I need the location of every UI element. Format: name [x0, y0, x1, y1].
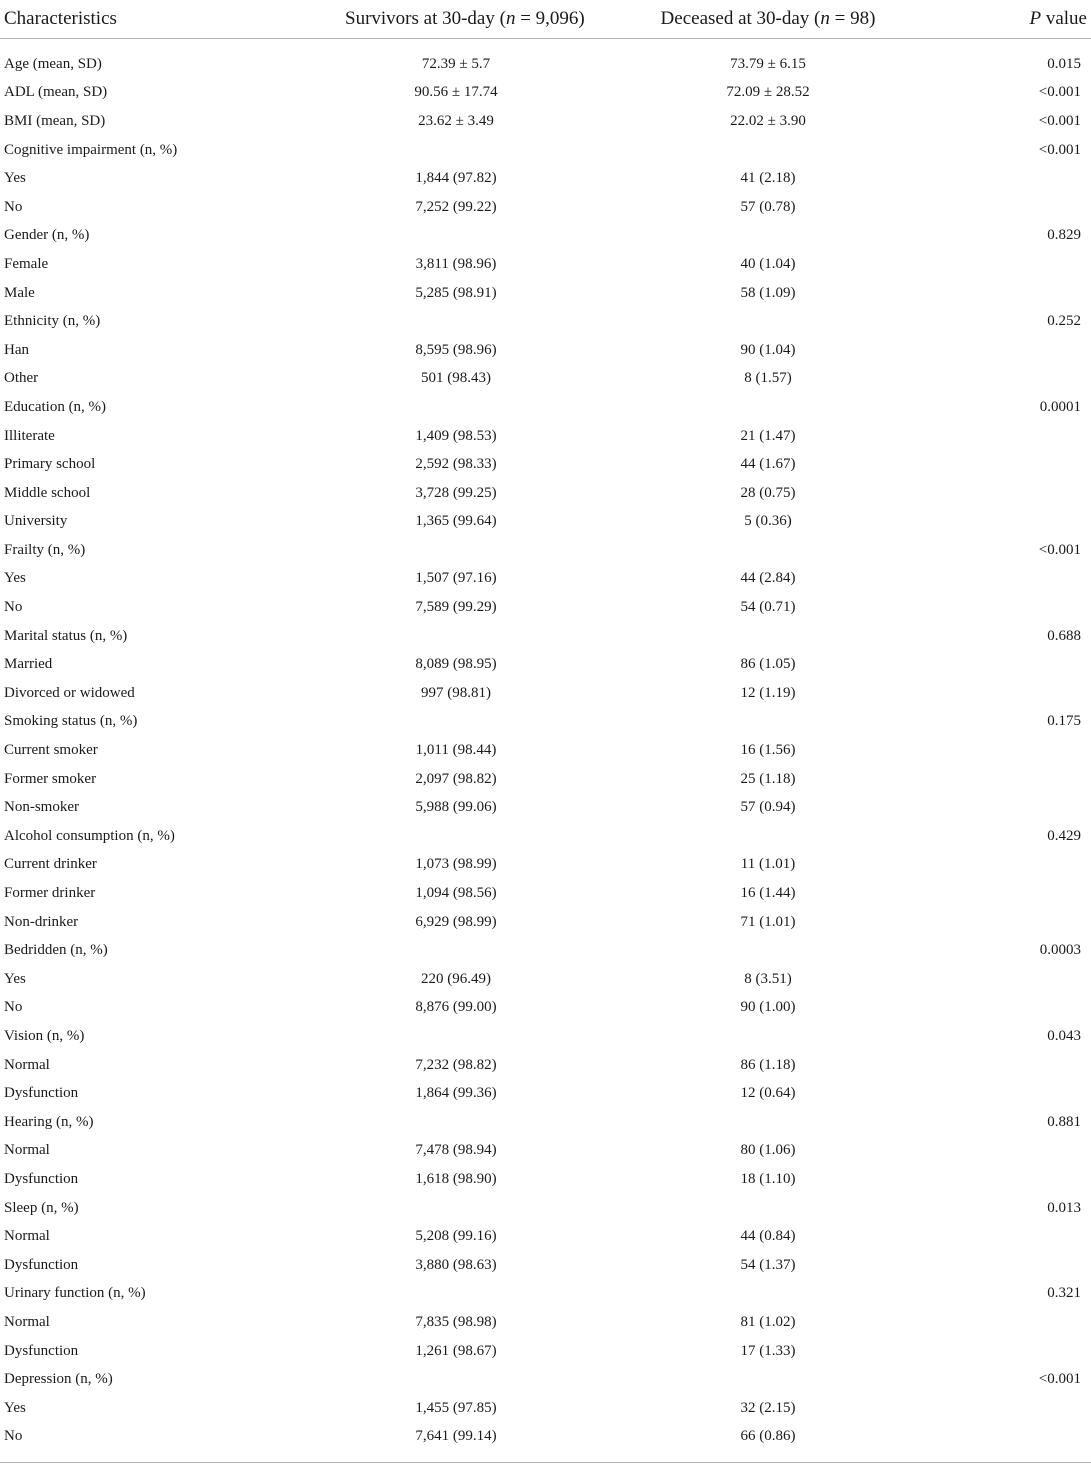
cell-characteristic: Illiterate: [4, 427, 55, 444]
cell-survivors: [295, 307, 567, 336]
cell-deceased: [567, 222, 1019, 251]
cell-p-value: [1019, 250, 1091, 279]
table-row: [0, 908, 1091, 937]
cell-p-value: [1019, 736, 1091, 765]
cell-survivors: [295, 222, 567, 251]
cell-characteristic: Married: [4, 656, 53, 673]
cell-p-value: [1019, 1222, 1091, 1251]
cell-survivors: [295, 1280, 567, 1309]
cell-characteristic: Female: [4, 255, 49, 272]
cell-deceased: 8 (1.57): [744, 370, 792, 387]
cell-deceased: 11 (1.01): [740, 856, 796, 873]
table-row: [0, 393, 1091, 422]
cell-p-value: [1019, 193, 1091, 222]
cell-p-value: [1019, 994, 1091, 1023]
cell-characteristic: Han: [4, 341, 29, 358]
table-row: [0, 50, 1091, 79]
table-row: [0, 793, 1091, 822]
cell-deceased: [567, 1022, 1019, 1051]
cell-survivors: 7,835 (98.98): [415, 1313, 497, 1330]
table-row: [0, 1022, 1091, 1051]
cell-p-value: [1019, 1251, 1091, 1280]
cell-p-value: [1019, 565, 1091, 594]
cell-p-value: <0.001: [1038, 1371, 1081, 1388]
cell-deceased: 57 (0.94): [740, 799, 796, 816]
table-row: [0, 1308, 1091, 1337]
cell-p-value: <0.001: [1038, 541, 1081, 558]
cell-survivors: [295, 1022, 567, 1051]
cell-deceased: [567, 393, 1019, 422]
cell-survivors: [295, 136, 567, 165]
cell-deceased: 41 (2.18): [740, 170, 796, 187]
cell-survivors: [295, 1194, 567, 1223]
cell-characteristic: BMI (mean, SD): [4, 112, 106, 129]
cell-deceased: 86 (1.05): [740, 656, 796, 673]
cell-deceased: 18 (1.10): [740, 1170, 796, 1187]
table-row: [0, 1365, 1091, 1394]
cell-p-value: [1019, 1337, 1091, 1366]
cell-p-value: [1019, 1165, 1091, 1194]
cell-survivors: [295, 1365, 567, 1394]
table-body: [0, 39, 1091, 1452]
cell-characteristic: Normal: [4, 1228, 50, 1245]
cell-survivors: 1,094 (98.56): [415, 885, 497, 902]
cell-deceased: 32 (2.15): [740, 1399, 796, 1416]
cell-p-value: <0.001: [1038, 141, 1081, 158]
cell-p-value: [1019, 1079, 1091, 1108]
cell-deceased: 58 (1.09): [740, 284, 796, 301]
table-row: [0, 79, 1091, 108]
cell-deceased: 86 (1.18): [740, 1056, 796, 1073]
cell-deceased: 54 (1.37): [740, 1256, 796, 1273]
cell-p-value: 0.688: [1047, 627, 1081, 644]
cell-characteristic: ADL (mean, SD): [4, 84, 108, 101]
cell-deceased: 44 (1.67): [740, 456, 796, 473]
table-row: [0, 1194, 1091, 1223]
cell-characteristic: Urinary function (n, %): [4, 1285, 146, 1302]
cell-characteristic: Vision (n, %): [4, 1027, 85, 1044]
table-row: [0, 1423, 1091, 1452]
table-row: [0, 1079, 1091, 1108]
cell-survivors: 7,589 (99.29): [415, 599, 497, 616]
cell-p-value: [1019, 879, 1091, 908]
cell-survivors: [295, 822, 567, 851]
cell-p-value: [1019, 965, 1091, 994]
cell-characteristic: Dysfunction: [4, 1170, 79, 1187]
cell-survivors: 3,811 (98.96): [415, 255, 497, 272]
cell-deceased: 44 (2.84): [740, 570, 796, 587]
table-row: [0, 365, 1091, 394]
cell-deceased: 54 (0.71): [740, 599, 796, 616]
cell-survivors: 1,409 (98.53): [415, 427, 497, 444]
cell-deceased: 81 (1.02): [740, 1313, 796, 1330]
table-row: [0, 1280, 1091, 1309]
cell-survivors: 7,478 (98.94): [415, 1142, 497, 1159]
cell-survivors: 1,864 (99.36): [415, 1085, 497, 1102]
table-row: [0, 736, 1091, 765]
cell-deceased: 80 (1.06): [740, 1142, 796, 1159]
table-row: [0, 107, 1091, 136]
table-row: [0, 136, 1091, 165]
table-row: [0, 222, 1091, 251]
header-p-value: P value: [1019, 0, 1091, 39]
cell-deceased: [567, 936, 1019, 965]
cell-survivors: [295, 1108, 567, 1137]
table-row: [0, 508, 1091, 537]
cell-p-value: [1019, 1137, 1091, 1166]
cell-characteristic: Dysfunction: [4, 1085, 79, 1102]
cell-p-value: [1019, 279, 1091, 308]
cell-characteristic: No: [4, 1428, 23, 1445]
table-row: [0, 679, 1091, 708]
table-row: [0, 822, 1091, 851]
cell-p-value: [1019, 164, 1091, 193]
table-row: [0, 450, 1091, 479]
cell-survivors: 1,618 (98.90): [415, 1170, 497, 1187]
cell-survivors: 501 (98.43): [421, 370, 491, 387]
cell-deceased: 16 (1.44): [740, 885, 796, 902]
table-row: [0, 422, 1091, 451]
cell-characteristic: Yes: [4, 170, 26, 187]
cell-deceased: 90 (1.04): [740, 341, 796, 358]
table-row: [0, 1394, 1091, 1423]
cell-survivors: 8,595 (98.96): [415, 341, 497, 358]
cell-p-value: 0.043: [1047, 1027, 1081, 1044]
table-row: [0, 164, 1091, 193]
table-row: [0, 307, 1091, 336]
cell-deceased: [567, 822, 1019, 851]
table-row: [0, 1051, 1091, 1080]
cell-p-value: 0.0003: [1039, 942, 1081, 959]
table-row: [0, 650, 1091, 679]
cell-p-value: [1019, 479, 1091, 508]
cell-deceased: 12 (1.19): [740, 684, 796, 701]
cell-survivors: [295, 536, 567, 565]
table-row: [0, 851, 1091, 880]
cell-deceased: 66 (0.86): [740, 1428, 796, 1445]
table-row: [0, 708, 1091, 737]
cell-deceased: [567, 1280, 1019, 1309]
cell-characteristic: Dysfunction: [4, 1342, 79, 1359]
cell-survivors: 23.62 ± 3.49: [418, 112, 494, 129]
cell-p-value: [1019, 679, 1091, 708]
cell-deceased: [567, 307, 1019, 336]
cell-deceased: [567, 1108, 1019, 1137]
cell-p-value: [1019, 508, 1091, 537]
cell-survivors: 8,876 (99.00): [415, 999, 497, 1016]
cell-p-value: <0.001: [1038, 112, 1081, 129]
cell-characteristic: Cognitive impairment (n, %): [4, 141, 178, 158]
table-row: [0, 622, 1091, 651]
cell-survivors: [295, 936, 567, 965]
cell-survivors: 7,641 (99.14): [415, 1428, 497, 1445]
table-header: [0, 0, 1091, 39]
cell-survivors: 3,728 (99.25): [415, 484, 497, 501]
cell-characteristic: Non-drinker: [4, 913, 79, 930]
cell-deceased: 90 (1.00): [740, 999, 796, 1016]
cell-survivors: [295, 708, 567, 737]
cell-characteristic: Divorced or widowed: [4, 684, 135, 701]
cell-survivors: 7,232 (98.82): [415, 1056, 497, 1073]
table-row: [0, 765, 1091, 794]
header-characteristics: Characteristics: [0, 0, 295, 39]
table-row: [0, 1165, 1091, 1194]
cell-p-value: [1019, 1051, 1091, 1080]
cell-p-value: [1019, 1308, 1091, 1337]
cell-characteristic: Bedridden (n, %): [4, 942, 108, 959]
cell-p-value: 0.829: [1047, 227, 1081, 244]
cell-characteristic: Age (mean, SD): [4, 55, 102, 72]
cell-deceased: 44 (0.84): [740, 1228, 796, 1245]
cell-survivors: 997 (98.81): [421, 684, 491, 701]
cell-p-value: [1019, 1394, 1091, 1423]
cell-characteristic: Alcohol consumption (n, %): [4, 827, 175, 844]
cell-deceased: 57 (0.78): [740, 198, 796, 215]
table-row: [0, 565, 1091, 594]
cell-deceased: 40 (1.04): [740, 255, 796, 272]
cell-survivors: 72.39 ± 5.7: [421, 55, 491, 72]
cell-deceased: [567, 1194, 1019, 1223]
cell-p-value: 0.015: [1047, 55, 1081, 72]
cell-p-value: [1019, 593, 1091, 622]
table-row: [0, 1337, 1091, 1366]
cell-p-value: [1019, 422, 1091, 451]
cell-survivors: 2,592 (98.33): [415, 456, 497, 473]
cell-survivors: 1,455 (97.85): [415, 1399, 497, 1416]
cell-characteristic: Education (n, %): [4, 398, 107, 415]
cell-deceased: [567, 136, 1019, 165]
header-spacer: [0, 39, 1091, 51]
cell-characteristic: University: [4, 513, 68, 530]
cell-characteristic: No: [4, 198, 23, 215]
cell-deceased: 5 (0.36): [744, 513, 792, 530]
cell-characteristic: Former drinker: [4, 885, 96, 902]
cell-characteristic: Normal: [4, 1313, 50, 1330]
cell-survivors: [295, 622, 567, 651]
cell-characteristic: Yes: [4, 970, 26, 987]
cell-p-value: [1019, 793, 1091, 822]
cell-deceased: [567, 622, 1019, 651]
cell-deceased: 12 (0.64): [740, 1085, 796, 1102]
table-bottom-rule: [0, 1462, 1091, 1463]
cell-survivors: 5,208 (99.16): [415, 1228, 497, 1245]
cell-survivors: 1,261 (98.67): [415, 1342, 497, 1359]
table-row: [0, 1251, 1091, 1280]
cell-p-value: [1019, 851, 1091, 880]
cell-characteristic: Depression (n, %): [4, 1371, 113, 1388]
table-row: [0, 1222, 1091, 1251]
cell-p-value: [1019, 908, 1091, 937]
table-row: [0, 336, 1091, 365]
cell-p-value: 0.881: [1047, 1113, 1081, 1130]
cell-characteristic: Marital status (n, %): [4, 627, 128, 644]
table-row: [0, 193, 1091, 222]
cell-characteristic: Frailty (n, %): [4, 541, 86, 558]
table-row: [0, 279, 1091, 308]
cell-survivors: [295, 393, 567, 422]
table-row: [0, 250, 1091, 279]
cell-characteristic: Dysfunction: [4, 1256, 79, 1273]
cell-p-value: [1019, 650, 1091, 679]
cell-deceased: 22.02 ± 3.90: [730, 112, 806, 129]
cell-p-value: 0.429: [1047, 827, 1081, 844]
cell-survivors: 5,285 (98.91): [415, 284, 497, 301]
cell-survivors: 1,011 (98.44): [415, 742, 497, 759]
cell-p-value: <0.001: [1038, 84, 1081, 101]
cell-deceased: 17 (1.33): [740, 1342, 796, 1359]
cell-p-value: [1019, 365, 1091, 394]
cell-survivors: 6,929 (98.99): [415, 913, 497, 930]
cell-p-value: [1019, 1423, 1091, 1452]
cell-deceased: [567, 536, 1019, 565]
cell-deceased: 72.09 ± 28.52: [726, 84, 810, 101]
cell-deceased: 71 (1.01): [740, 913, 796, 930]
cell-characteristic: Hearing (n, %): [4, 1113, 94, 1130]
cell-survivors: 5,988 (99.06): [415, 799, 497, 816]
cell-characteristic: Current smoker: [4, 742, 98, 759]
cell-survivors: 3,880 (98.63): [415, 1256, 497, 1273]
cell-deceased: 16 (1.56): [740, 742, 796, 759]
cell-p-value: [1019, 450, 1091, 479]
cell-characteristic: Yes: [4, 570, 26, 587]
cell-characteristic: Ethnicity (n, %): [4, 313, 101, 330]
cell-characteristic: Middle school: [4, 484, 91, 501]
cell-deceased: [567, 1365, 1019, 1394]
table-row: [0, 479, 1091, 508]
cell-characteristic: Normal: [4, 1142, 50, 1159]
table-row: [0, 536, 1091, 565]
cell-characteristic: No: [4, 999, 23, 1016]
table-row: [0, 965, 1091, 994]
table-row: [0, 1137, 1091, 1166]
cell-characteristic: Normal: [4, 1056, 50, 1073]
header-deceased: Deceased at 30-day (n = 98): [567, 0, 1019, 39]
cell-survivors: 1,073 (98.99): [415, 856, 497, 873]
cell-characteristic: Primary school: [4, 456, 96, 473]
cell-deceased: [567, 708, 1019, 737]
table-row: [0, 879, 1091, 908]
cell-p-value: 0.321: [1047, 1285, 1081, 1302]
cell-p-value: 0.175: [1047, 713, 1081, 730]
cell-characteristic: Smoking status (n, %): [4, 713, 138, 730]
cell-characteristic: Gender (n, %): [4, 227, 90, 244]
table-row: [0, 936, 1091, 965]
cell-p-value: 0.252: [1047, 313, 1081, 330]
cell-survivors: 1,844 (97.82): [415, 170, 497, 187]
header-row: [0, 0, 1091, 39]
cell-characteristic: Other: [4, 370, 39, 387]
cell-deceased: 73.79 ± 6.15: [730, 55, 806, 72]
cell-survivors: 220 (96.49): [421, 970, 491, 987]
cell-survivors: 2,097 (98.82): [415, 770, 497, 787]
cell-p-value: 0.0001: [1039, 398, 1081, 415]
cell-characteristic: Non-smoker: [4, 799, 79, 816]
cell-characteristic: Male: [4, 284, 35, 301]
cell-characteristic: Current drinker: [4, 856, 97, 873]
cell-characteristic: Yes: [4, 1399, 26, 1416]
cell-p-value: 0.013: [1047, 1199, 1081, 1216]
cell-deceased: 28 (0.75): [740, 484, 796, 501]
cell-deceased: 8 (3.51): [744, 970, 792, 987]
table-row: [0, 1108, 1091, 1137]
cell-survivors: 1,507 (97.16): [415, 570, 497, 587]
cell-survivors: 8,089 (98.95): [415, 656, 497, 673]
table-row: [0, 994, 1091, 1023]
header-survivors: Survivors at 30-day (n = 9,096): [295, 0, 567, 39]
cell-survivors: 7,252 (99.22): [415, 198, 497, 215]
cell-survivors: 90.56 ± 17.74: [414, 84, 498, 101]
cell-deceased: 25 (1.18): [740, 770, 796, 787]
cell-deceased: 21 (1.47): [740, 427, 796, 444]
cell-characteristic: Former smoker: [4, 770, 97, 787]
cell-characteristic: No: [4, 599, 23, 616]
cell-characteristic: Sleep (n, %): [4, 1199, 79, 1216]
cell-p-value: [1019, 336, 1091, 365]
table-row: [0, 593, 1091, 622]
cell-survivors: 1,365 (99.64): [415, 513, 497, 530]
cell-p-value: [1019, 765, 1091, 794]
